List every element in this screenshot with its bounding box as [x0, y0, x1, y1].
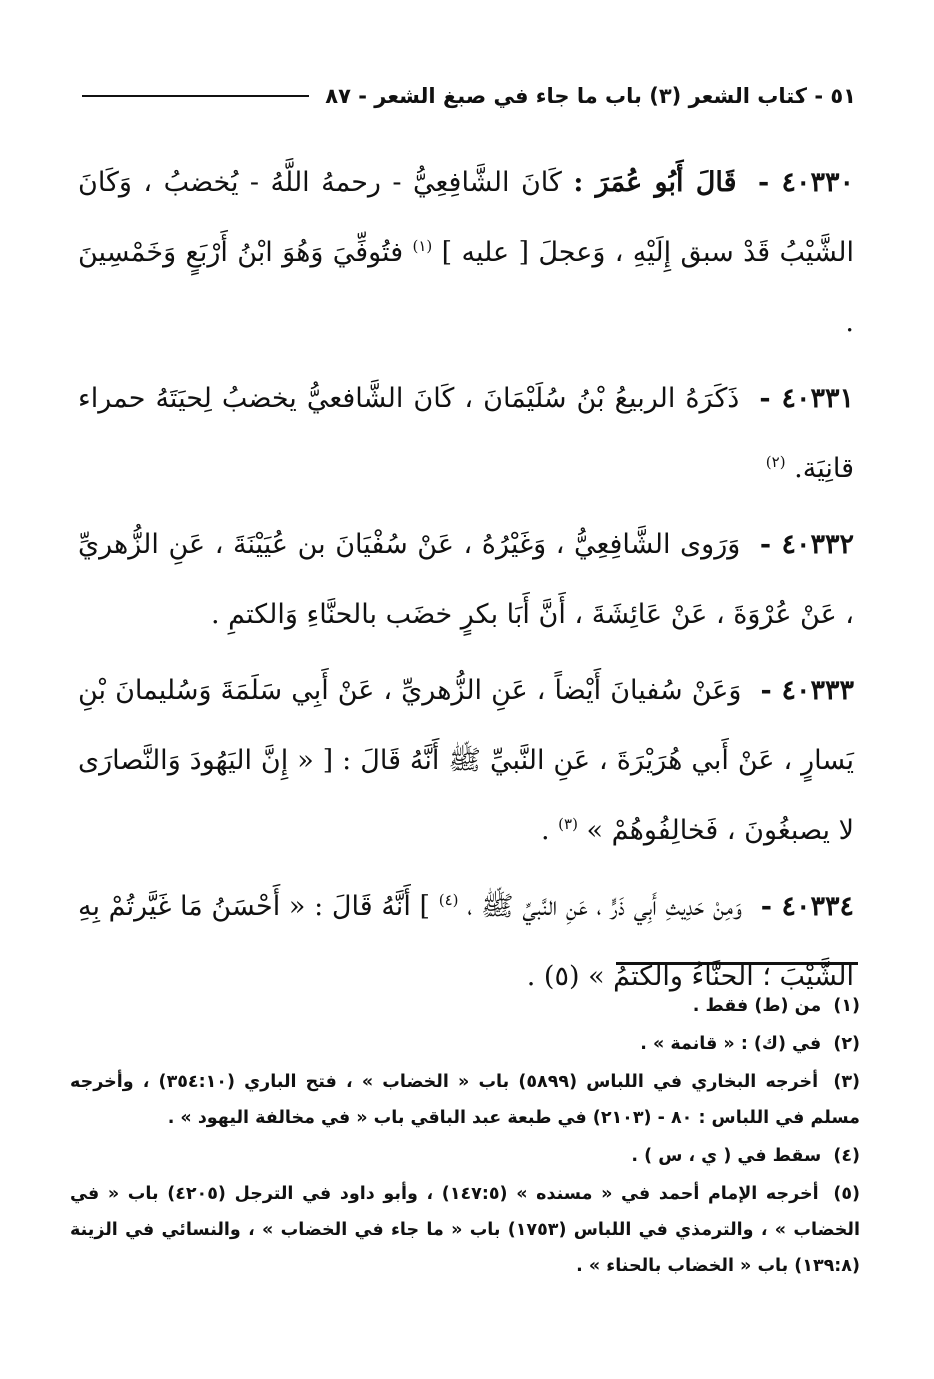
paragraph-number: ٤٠٣٣٤ - [760, 891, 854, 922]
paragraph-40333 [78, 656, 854, 866]
footnote-separator [616, 962, 858, 965]
paragraph-number: ٤٠٣٣٠ - [757, 167, 854, 198]
main-text [78, 148, 854, 1018]
paragraph-40331 [78, 364, 854, 504]
paragraph-text: وَمِنْ حَدِيثِ أَبِي ذَرٍّ ، عَنِ النَّبيِّ ﷺ ، [467, 891, 743, 922]
footnote-text: سقط في ( ي ، س ) . [631, 1146, 822, 1166]
footnote-4 [70, 1138, 860, 1174]
footnote-text: أخرجه الإمام أحمد في « مسنده » (١٤٧:٥) ، وأبو داود في الترجل (٤٢٠٥) باب « في الخضاب » ، والترمذي في اللباس (١٧٥٣) باب « ما جاء في الخضاب » ، والنسائي في الزينة (١٣٩:٨) باب « الخضاب بالحناء » . [70, 1184, 860, 1276]
paragraph-text: وَرَوى الشَّافِعِيُّ ، وَغَيْرُهُ ، عَنْ سُفْيَانَ بن عُيَيْنَةَ ، عَنِ الزُّهريِّ ، عَنْ عُرْوَةَ ، عَنْ عَائِشَةَ ، أَنَّ أَبَا بكرٍ خضَب بالحنَّاءِ وَالكتمِ . [78, 529, 854, 630]
footnote-2 [70, 1026, 860, 1062]
paragraph-number: ٤٠٣٣٢ - [759, 529, 854, 560]
paragraph-40332 [78, 510, 854, 650]
paragraph-text: ذَكَرَهُ الربيعُ بْنُ سُلَيْمَانَ ، كَانَ الشَّافعيُّ يخضبُ لِحيَتَهُ حمراء قانِيَة. [78, 383, 854, 484]
footnote-number: (٣) [833, 1072, 861, 1092]
footnote-text: من (ط) فقط . [692, 996, 822, 1016]
paragraph-text-after: فتُوفِّيَ وَهُوَ ابْنُ أَرْبَعٍ وَخَمْسِينَ . [78, 237, 854, 338]
paragraph-40330 [78, 148, 854, 358]
running-header [80, 76, 856, 116]
paragraph-text: كَانَ الشَّافِعِيُّ - رحمهُ اللَّهُ - يُخضبُ ، وَكَانَ الشَّيْبُ قَدْ سبق إِلَيْهِ ، وَعجلَ [ عليه ] [78, 167, 854, 268]
footnote-text: أخرجه البخاري في اللباس (٥٨٩٩) باب « الخضاب » ، فتح الباري (٣٥٤:١٠) ، وأخرجه مسلم في اللباس : ٨٠ - (٢١٠٣) في طبعة عبد الباقي باب « في مخالفة اليهود » . [70, 1072, 860, 1128]
paragraph-text: وَعَنْ سُفيانَ أَيْضاً ، عَنِ الزُّهريِّ ، عَنْ أَبِي سَلَمَةَ وَسُليمانَ بْنِ يَسارٍ ، عَنْ أَبي هُرَيْرَةَ ، عَنِ النَّبيِّ ﷺ أَنَّهُ قَالَ : [ « إِنَّ اليَهُودَ وَالنَّصارَى لا يصبغُونَ ، فَخالِفُوهُمْ » [78, 675, 854, 846]
footnote-number: (٥) [833, 1184, 860, 1204]
footnote-number: (٤) [833, 1146, 860, 1166]
paragraph-lead: قَالَ أَبُو عُمَرَ : [573, 167, 737, 198]
paragraph-text-after: . [540, 815, 550, 846]
footnote-3 [70, 1064, 860, 1136]
footnote-number: (٢) [833, 1034, 860, 1054]
footnote-ref: (٤) [438, 891, 459, 909]
footnotes [70, 988, 860, 1286]
header-rule [82, 95, 309, 97]
footnote-ref: (٢) [765, 453, 786, 471]
paragraph-number: ٤٠٣٣١ - [759, 383, 854, 414]
footnote-text: في (ك) : « قانمة » . [640, 1034, 822, 1054]
paragraph-number: ٤٠٣٣٣ - [760, 675, 855, 706]
footnote-5 [70, 1176, 860, 1284]
header-title: ٥١ - كتاب الشعر (٣) باب ما جاء في صبغ الشعر - ٨٧ [325, 84, 856, 108]
footnote-1 [70, 988, 860, 1024]
footnote-number: (١) [833, 996, 860, 1016]
footnote-ref: (٣) [558, 815, 578, 833]
footnote-ref: (١) [412, 237, 433, 255]
paragraph-text-after: ] أَنَّهُ قَالَ : « أَحْسَنُ مَا غَيَّرتُمْ بِهِ الشَّيْبَ ؛ الحنَّاءُ والكتمُ » (٥) . [78, 891, 854, 992]
